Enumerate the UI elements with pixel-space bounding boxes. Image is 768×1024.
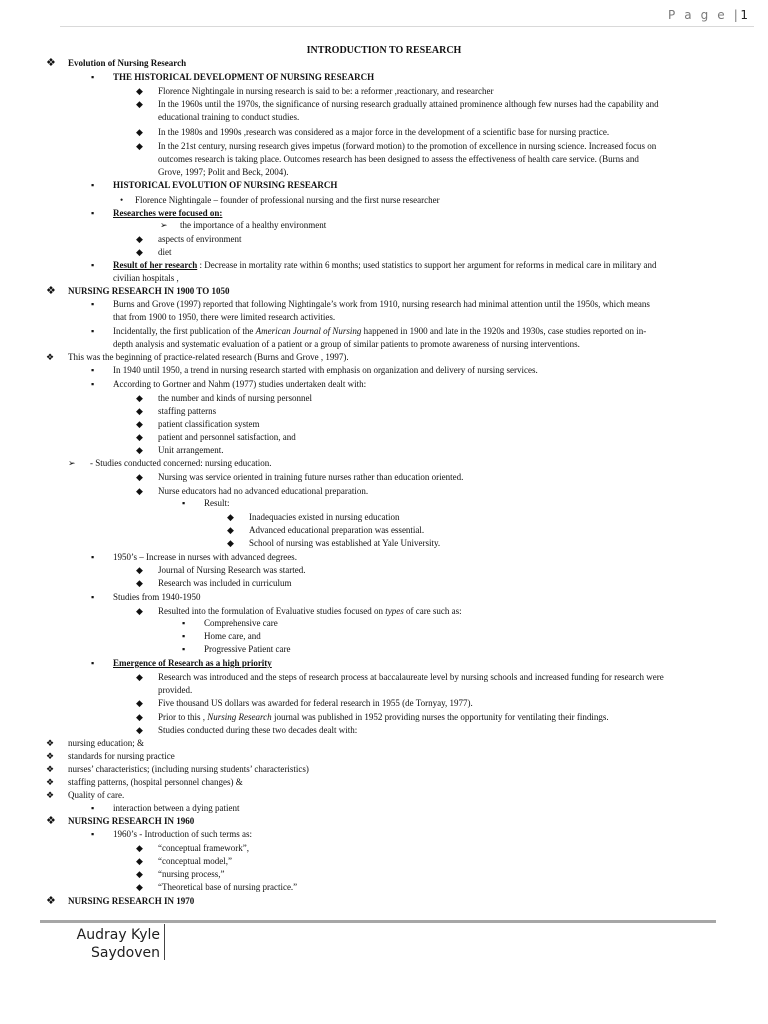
text-line: Unit arrangement.: [158, 445, 224, 455]
text-line: Studies from 1940-1950: [113, 592, 201, 602]
text-line: patient classification system: [158, 419, 260, 429]
text-line: depth analysis and systematic evaluation of a patient or a group of similar patients to promote awareness of nursing interventions.: [113, 339, 580, 349]
footer-author: [40, 926, 160, 962]
diamond-outline-bullet-icon: ❖: [46, 352, 55, 362]
small-diamond-bullet-icon: ◆: [136, 672, 143, 682]
text-line: “conceptual framework”,: [158, 843, 249, 853]
result-line: Result of her research : Decrease in mortality rate within 6 months; used statistics to support her argument for reforms in medical care in military and: [113, 260, 657, 270]
small-diamond-bullet-icon: ◆: [136, 406, 143, 416]
text-line: Researches were focused on: [113, 208, 220, 218]
arrow-bullet-icon: ➢: [160, 220, 168, 230]
text-line: In the 1980s and 1990s ,research was considered as a major force in the development of a scientific base for nursing practice.: [158, 127, 610, 137]
subheading-historical-evolution: HISTORICAL EVOLUTION OF NURSING RESEARCH: [113, 180, 338, 190]
text-line: the number and kinds of nursing personnel: [158, 393, 312, 403]
text-line: Progressive Patient care: [204, 644, 291, 654]
square-bullet-icon: ▪: [182, 498, 186, 508]
text-line: 1960’s - Introduction of such terms as:: [113, 829, 252, 839]
square-bullet-icon: ▪: [91, 260, 95, 270]
text-line: Resulted into the formulation of Evaluative studies focused on: [158, 606, 383, 616]
text-line: 1950’s – Increase in nurses with advanced degrees.: [113, 552, 297, 562]
text-line: Research was included in curriculum: [158, 578, 292, 588]
text-line: Five thousand US dollars was awarded for federal research in 1955 (de Tornyay, 1977).: [158, 698, 473, 708]
footer-rule: [40, 920, 716, 923]
small-diamond-bullet-icon: ◆: [136, 86, 143, 96]
small-diamond-bullet-icon: ◆: [136, 486, 143, 496]
journal-title: American Journal of Nursing: [255, 326, 362, 336]
page-number: 1: [740, 8, 748, 22]
small-diamond-bullet-icon: ◆: [136, 606, 143, 616]
diamond-outline-bullet-icon: ❖: [46, 790, 55, 800]
text-line: In the 21st century, nursing research gives impetus (forward motion) to the promotion of excellence in nursing science. Increased focus on: [158, 141, 657, 151]
text-line: In 1940 until 1950, a trend in nursing research started with emphasis on organization and delivery of nursing services.: [113, 365, 538, 375]
author-last-name: Saydoven: [91, 945, 160, 961]
text-line: Nursing was service oriented in training future nurses rather than education oriented.: [158, 472, 464, 482]
heading-evolution: Evolution of Nursing Research: [68, 58, 187, 68]
text-line: of care such as:: [405, 606, 462, 616]
small-diamond-bullet-icon: ◆: [136, 565, 143, 575]
text-line: Florence Nightingale in nursing research is said to be: a reformer ,reactionary, and researcher: [158, 86, 494, 96]
small-diamond-bullet-icon: ◆: [227, 538, 234, 548]
text-line: outcomes research is taking place. Outcomes research has been designed to assess the effectiveness of health care service. (Burns and: [158, 154, 639, 164]
small-diamond-bullet-icon: ◆: [136, 141, 143, 151]
arrow-bullet-icon: ➢: [68, 458, 76, 468]
small-diamond-bullet-icon: ◆: [136, 882, 143, 892]
square-bullet-icon: ▪: [182, 618, 186, 628]
text-line: staffing patterns, (hospital personnel changes) &: [68, 777, 243, 787]
dot-bullet-icon: •: [120, 195, 124, 205]
square-bullet-icon: ▪: [91, 72, 95, 82]
diamond-bullet-icon: ❖: [46, 285, 56, 297]
square-bullet-icon: ▪: [182, 644, 186, 654]
text-line: Journal of Nursing Research was started.: [158, 565, 306, 575]
subheading-emergence: Emergence of Research as a high priority: [113, 658, 272, 668]
square-bullet-icon: ▪: [91, 208, 95, 218]
text-line: nursing education; &: [68, 738, 144, 748]
text-line: interaction between a dying patient: [113, 803, 240, 813]
diamond-outline-bullet-icon: ❖: [46, 738, 55, 748]
square-bullet-icon: ▪: [91, 829, 95, 839]
text-line: This was the beginning of practice-related research (Burns and Grove , 1997).: [68, 352, 349, 362]
text-line: Prior to this ,: [158, 712, 206, 722]
text-line: Florence Nightingale – founder of professional nursing and the first nurse researcher: [135, 195, 440, 205]
text-line: “conceptual model,”: [158, 856, 232, 866]
emphasis-types: types: [385, 606, 404, 616]
square-bullet-icon: ▪: [91, 592, 95, 602]
heading-1970: NURSING RESEARCH IN 1970: [68, 896, 195, 906]
text-line: Burns and Grove (1997) reported that following Nightingale’s work from 1910, nursing research had minimal attention until the 1950s, which means: [113, 299, 650, 309]
text-line: the importance of a healthy environment: [180, 220, 327, 230]
small-diamond-bullet-icon: ◆: [136, 725, 143, 735]
page-header: [668, 8, 748, 22]
small-diamond-bullet-icon: ◆: [136, 127, 143, 137]
text-line: Result:: [204, 498, 230, 508]
square-bullet-icon: ▪: [91, 658, 95, 668]
square-bullet-icon: ▪: [91, 803, 95, 813]
square-bullet-icon: ▪: [91, 299, 95, 309]
small-diamond-bullet-icon: ◆: [227, 525, 234, 535]
diamond-bullet-icon: ❖: [46, 815, 56, 827]
square-bullet-icon: ▪: [91, 379, 95, 389]
page-label: P a g e: [668, 8, 728, 22]
small-diamond-bullet-icon: ◆: [136, 234, 143, 244]
small-diamond-bullet-icon: ◆: [136, 419, 143, 429]
small-diamond-bullet-icon: ◆: [136, 843, 143, 853]
document-title: INTRODUCTION TO RESEARCH: [306, 45, 462, 56]
heading-1960: NURSING RESEARCH IN 1960: [68, 816, 195, 826]
small-diamond-bullet-icon: ◆: [136, 247, 143, 257]
text-line: journal was published in 1952 providing nurses the opportunity for ventilating their findings.: [273, 712, 609, 722]
text-line: educational training to conduct studies.: [158, 112, 300, 122]
text-line: patient and personnel satisfaction, and: [158, 432, 296, 442]
text-line: Grove, 1997; Polit and Beck, 2004).: [158, 167, 289, 177]
text-line: Inadequacies existed in nursing education: [249, 512, 400, 522]
small-diamond-bullet-icon: ◆: [136, 712, 143, 722]
diamond-outline-bullet-icon: ❖: [46, 751, 55, 761]
text-line: aspects of environment: [158, 234, 242, 244]
header-rule: [60, 26, 754, 27]
text-line: Nurse educators had no advanced educational preparation.: [158, 486, 369, 496]
small-diamond-bullet-icon: ◆: [227, 512, 234, 522]
text-line: “Theoretical base of nursing practice.”: [158, 882, 298, 892]
text-line: Research was introduced and the steps of research process at baccalaureate level by nursing schools and increased funding for research were: [158, 672, 664, 682]
text-line: Quality of care.: [68, 790, 125, 800]
text-line: According to Gortner and Nahm (1977) studies undertaken dealt with:: [113, 379, 367, 389]
text-line: Home care, and: [204, 631, 261, 641]
text-line: diet: [158, 247, 172, 257]
small-diamond-bullet-icon: ◆: [136, 445, 143, 455]
result-label: Result of her research: [113, 260, 198, 270]
small-diamond-bullet-icon: ◆: [136, 99, 143, 109]
text-line: provided.: [158, 685, 193, 695]
text-line: School of nursing was established at Yale University.: [249, 538, 441, 548]
subheading-historical-development: THE HISTORICAL DEVELOPMENT OF NURSING RESEARCH: [113, 72, 375, 82]
text-line: standards for nursing practice: [68, 751, 175, 761]
square-bullet-icon: ▪: [91, 180, 95, 190]
diamond-outline-bullet-icon: ❖: [46, 777, 55, 787]
text-line: - Studies conducted concerned: nursing education.: [90, 458, 272, 468]
diamond-bullet-icon: ❖: [46, 57, 56, 69]
text-line: Decrease in mortality rate within 6 months; used statistics to support her argument for reforms in medical care in military and: [204, 260, 657, 270]
diamond-bullet-icon: ❖: [46, 895, 56, 907]
text-line: Incidentally, the first publication of the: [113, 326, 254, 336]
square-bullet-icon: ▪: [91, 365, 95, 375]
square-bullet-icon: ▪: [91, 326, 95, 336]
subheading-researches-focused: Researches were focused on:: [113, 208, 223, 218]
text-line: civilian hospitals ,: [113, 273, 179, 283]
small-diamond-bullet-icon: ◆: [136, 432, 143, 442]
text-line: that from 1900 to 1950, there were limited research activities.: [113, 312, 336, 322]
small-diamond-bullet-icon: ◆: [136, 472, 143, 482]
text-line: “nursing process,”: [158, 869, 225, 879]
square-bullet-icon: ▪: [182, 631, 186, 641]
small-diamond-bullet-icon: ◆: [136, 869, 143, 879]
text-line: Studies conducted during these two decades dealt with:: [158, 725, 358, 735]
diamond-outline-bullet-icon: ❖: [46, 764, 55, 774]
small-diamond-bullet-icon: ◆: [136, 856, 143, 866]
text-line: In the 1960s until the 1970s, the significance of nursing research gradually attained prominence although few nurses had the capability and: [158, 99, 659, 109]
small-diamond-bullet-icon: ◆: [136, 578, 143, 588]
text-line: Advanced educational preparation was essential.: [249, 525, 425, 535]
heading-1900-1050: NURSING RESEARCH IN 1900 TO 1050: [68, 286, 230, 296]
small-diamond-bullet-icon: ◆: [136, 393, 143, 403]
journal-title: Nursing Research: [207, 712, 272, 722]
small-diamond-bullet-icon: ◆: [136, 698, 143, 708]
text-line: Comprehensive care: [204, 618, 278, 628]
text-line: staffing patterns: [158, 406, 217, 416]
square-bullet-icon: ▪: [91, 552, 95, 562]
page-separator: |: [733, 8, 741, 22]
author-first-name: Audray Kyle: [76, 927, 160, 943]
text-line: happened in 1900 and late in the 1920s and 1930s, case studies reported on in-: [363, 326, 647, 336]
text-line-nursing-research: [158, 711, 609, 724]
text-line-journal: [113, 325, 646, 338]
text-line: nurses’ characteristics; (including nursing students’ characteristics): [68, 764, 309, 774]
